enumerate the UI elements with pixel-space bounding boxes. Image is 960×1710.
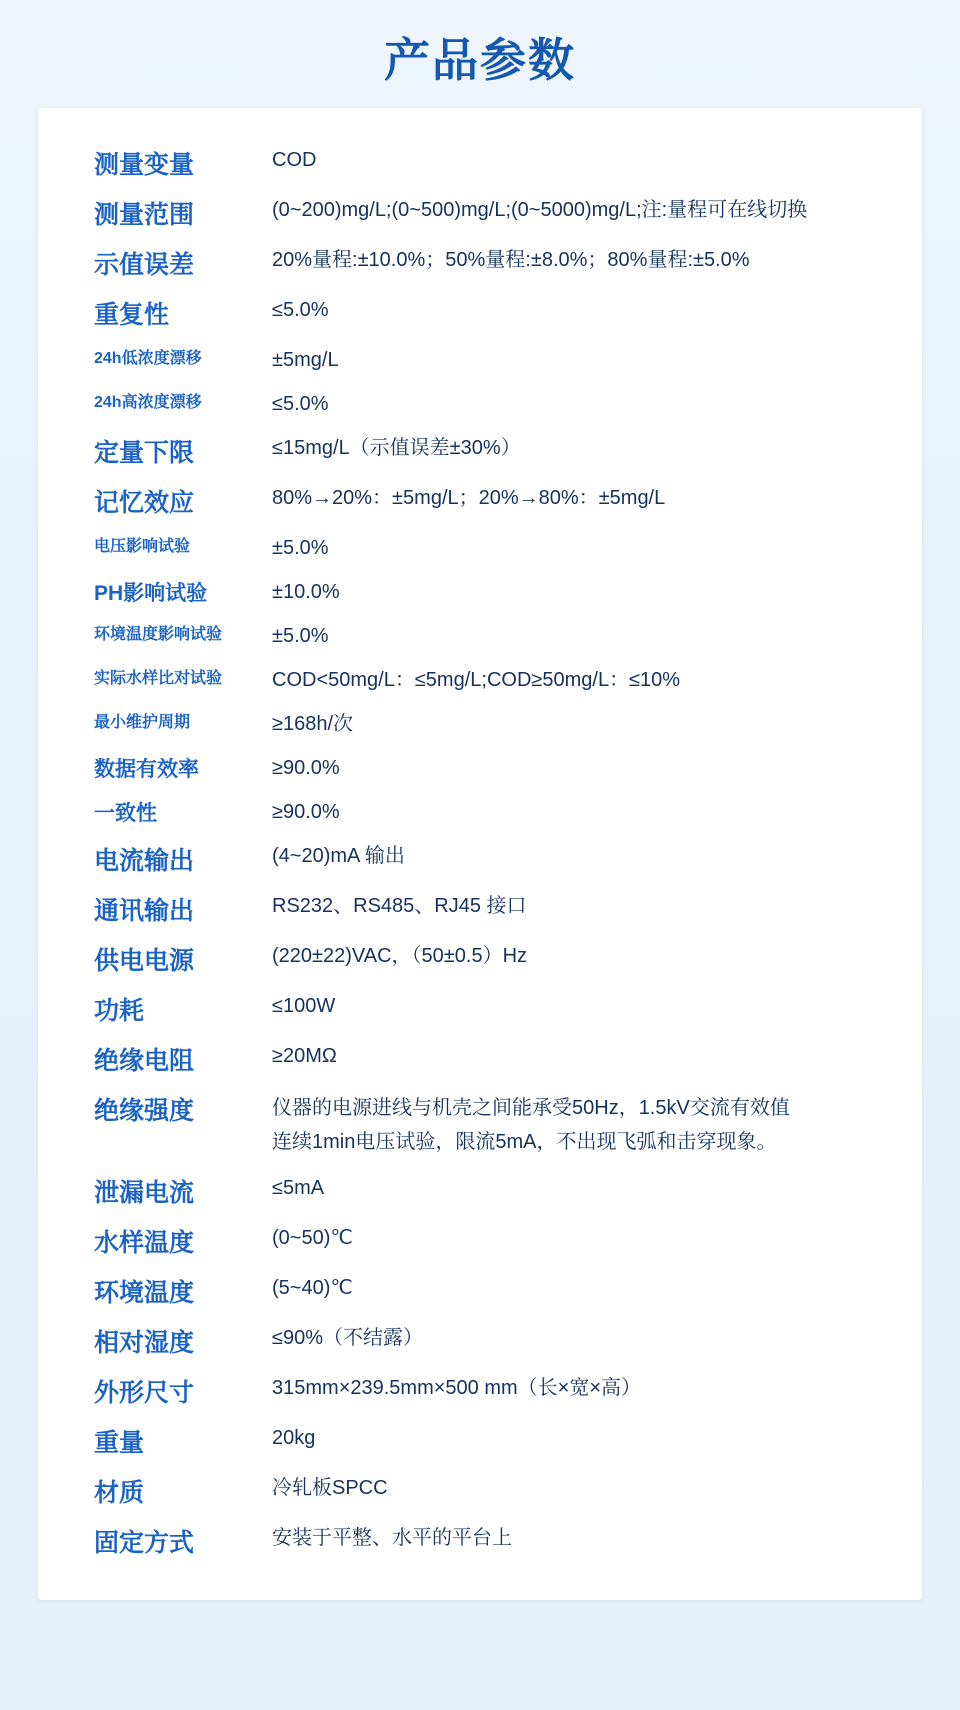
spec-row (64, 570, 896, 614)
spec-row (64, 526, 896, 570)
spec-value-line: 连续1min电压试验，限流5mA，不出现飞弧和击穿现象。 (272, 1131, 777, 1153)
spec-value: COD (272, 149, 317, 171)
spec-row (64, 476, 896, 526)
spec-value (272, 1084, 896, 1166)
spec-value: ±5.0% (272, 625, 329, 647)
spec-key: 记忆效应 (94, 489, 195, 517)
spec-key: 测量范围 (94, 201, 195, 229)
spec-table-body (64, 138, 896, 1566)
spec-value: RS232、RS485、RJ45 接口 (272, 895, 527, 917)
spec-row (64, 1516, 896, 1566)
spec-value: ±10.0% (272, 581, 340, 603)
spec-value: ≤5.0% (272, 393, 329, 415)
spec-key: 电流输出 (94, 847, 195, 875)
spec-row (64, 1166, 896, 1216)
spec-key: 绝缘强度 (94, 1097, 195, 1125)
spec-value: 315mm×239.5mm×500 mm（长×宽×高） (272, 1377, 642, 1399)
spec-row (64, 702, 896, 746)
spec-key: 外形尺寸 (94, 1379, 195, 1407)
spec-row (64, 658, 896, 702)
spec-key: 环境温度影响试验 (94, 626, 223, 643)
spec-row (64, 1416, 896, 1466)
spec-value: ≤5mA (272, 1177, 325, 1199)
spec-row (64, 614, 896, 658)
spec-row (64, 1216, 896, 1266)
spec-table (64, 138, 896, 1566)
spec-value: ≤15mg/L（示值误差±30%） (272, 437, 521, 459)
spec-row (64, 834, 896, 884)
spec-key: 示值误差 (94, 251, 195, 279)
spec-value-line: 仪器的电源进线与机壳之间能承受50Hz，1.5kV交流有效值 (272, 1097, 790, 1119)
spec-row (64, 1466, 896, 1516)
spec-key: 环境温度 (94, 1279, 195, 1307)
spec-row (64, 1266, 896, 1316)
spec-row (64, 884, 896, 934)
spec-key: 24h低浓度漂移 (94, 350, 202, 367)
spec-value: ≥168h/次 (272, 713, 354, 735)
spec-value: 20%量程:±10.0%；50%量程:±8.0%；80%量程:±5.0% (272, 249, 750, 271)
spec-value: (220±22)VAC，（50±0.5）Hz (272, 945, 528, 967)
spec-row (64, 934, 896, 984)
spec-key: 重量 (94, 1429, 145, 1457)
spec-key: 水样温度 (94, 1229, 195, 1257)
spec-key: 通讯输出 (94, 897, 195, 925)
spec-card (38, 108, 922, 1600)
spec-key: 一致性 (94, 802, 157, 825)
spec-key: 供电电源 (94, 947, 195, 975)
spec-value: ≥90.0% (272, 757, 340, 779)
spec-row (64, 138, 896, 188)
spec-value: 安装于平整、水平的平台上 (272, 1527, 512, 1549)
spec-row (64, 746, 896, 790)
spec-value: ≥90.0% (272, 801, 340, 823)
spec-value: (5~40)℃ (272, 1277, 353, 1299)
spec-key: 功耗 (94, 997, 145, 1025)
spec-value: 20kg (272, 1427, 316, 1449)
spec-row (64, 1084, 896, 1166)
spec-row (64, 1316, 896, 1366)
spec-row (64, 382, 896, 426)
spec-key: 测量变量 (94, 151, 195, 179)
spec-key: 相对湿度 (94, 1329, 195, 1357)
spec-value: ≤5.0% (272, 299, 329, 321)
spec-value: (4~20)mA 输出 (272, 845, 405, 867)
spec-key: 电压影响试验 (94, 538, 191, 555)
spec-key: 数据有效率 (94, 758, 199, 781)
spec-value: (0~50)℃ (272, 1227, 353, 1249)
spec-row (64, 984, 896, 1034)
spec-row (64, 288, 896, 338)
spec-row (64, 238, 896, 288)
spec-row (64, 790, 896, 834)
spec-value: ±5mg/L (272, 349, 339, 371)
spec-row (64, 338, 896, 382)
spec-key: 材质 (94, 1479, 145, 1507)
spec-key: 泄漏电流 (94, 1179, 195, 1207)
spec-row (64, 1366, 896, 1416)
spec-value: ≤90%（不结露） (272, 1327, 424, 1349)
spec-value: COD<50mg/L：≤5mg/L;COD≥50mg/L：≤10% (272, 669, 681, 691)
spec-row (64, 426, 896, 476)
spec-key: 24h高浓度漂移 (94, 394, 202, 411)
spec-row (64, 1034, 896, 1084)
spec-key: 定量下限 (94, 439, 195, 467)
spec-value: ±5.0% (272, 537, 329, 559)
spec-key: 最小维护周期 (94, 714, 191, 731)
spec-value: (0~200)mg/L;(0~500)mg/L;(0~5000)mg/L;注:量程可在线切换 (272, 199, 808, 221)
spec-key: 重复性 (94, 301, 170, 329)
spec-key: 绝缘电阻 (94, 1047, 195, 1075)
page-title: 产品参数 (384, 34, 576, 86)
spec-key: 固定方式 (94, 1529, 195, 1557)
spec-key: PH影响试验 (94, 582, 208, 605)
spec-row (64, 188, 896, 238)
spec-value: 80%→20%：±5mg/L；20%→80%：±5mg/L (272, 487, 666, 509)
spec-value: ≤100W (272, 995, 336, 1017)
spec-value: 冷轧板SPCC (272, 1477, 388, 1499)
spec-key: 实际水样比对试验 (94, 670, 223, 687)
spec-value: ≥20MΩ (272, 1045, 337, 1067)
